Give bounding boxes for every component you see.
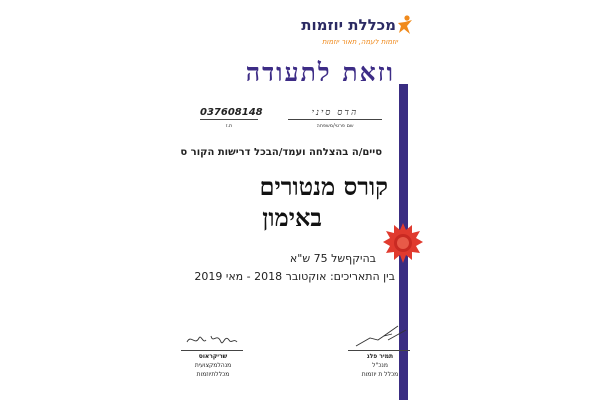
course-title-line-2: באימון (262, 203, 322, 232)
signer-left-org: מכללתיוזמות (196, 371, 230, 378)
rosette-seal-icon (382, 222, 424, 264)
signer-right-org: מכלל ת יוזמות (361, 371, 399, 378)
logo-name: מכללת יוזמות (301, 16, 396, 34)
recipient-id: 037608148 (200, 107, 263, 118)
course-scope: בהיקףשל 75 ש"א (289, 252, 376, 265)
signature-block-right (350, 320, 410, 378)
signature-block-left (183, 320, 243, 378)
handwritten-signature-left (181, 320, 243, 350)
handwritten-signature-right (348, 320, 410, 350)
signer-right-role: מנכ"ל (372, 362, 388, 369)
signature-line-right (348, 350, 410, 351)
course-dates: בין התאריכים: אוקטובר 2018 - מאי 2019 (194, 270, 395, 283)
signer-left-name: שריקראוס (198, 353, 228, 360)
logo-tagline: יוזמות לעמה, תאור יוזמות (321, 38, 398, 46)
recipient-name-field (288, 107, 382, 129)
certificate-title: וזאת לתעודה (245, 58, 395, 87)
completion-statement: סיים/ה בהצלחה ועמד/הבכל דרישות הקור ס (180, 147, 382, 158)
college-logo (301, 10, 414, 50)
recipient-name-caption: שם פרטי/משפחה (316, 123, 354, 129)
recipient-id-field (200, 107, 263, 129)
recipient-id-caption: ת.ז (225, 123, 233, 129)
signature-line-left (181, 350, 243, 351)
signer-left-role: מנהלמקצועית (194, 362, 232, 369)
signer-right-name: תמיר פלג (366, 353, 394, 360)
recipient-name: הדס סיני (288, 107, 382, 120)
star-person-icon (396, 14, 414, 36)
course-title-line-1: קורס מנטורים (259, 172, 388, 201)
